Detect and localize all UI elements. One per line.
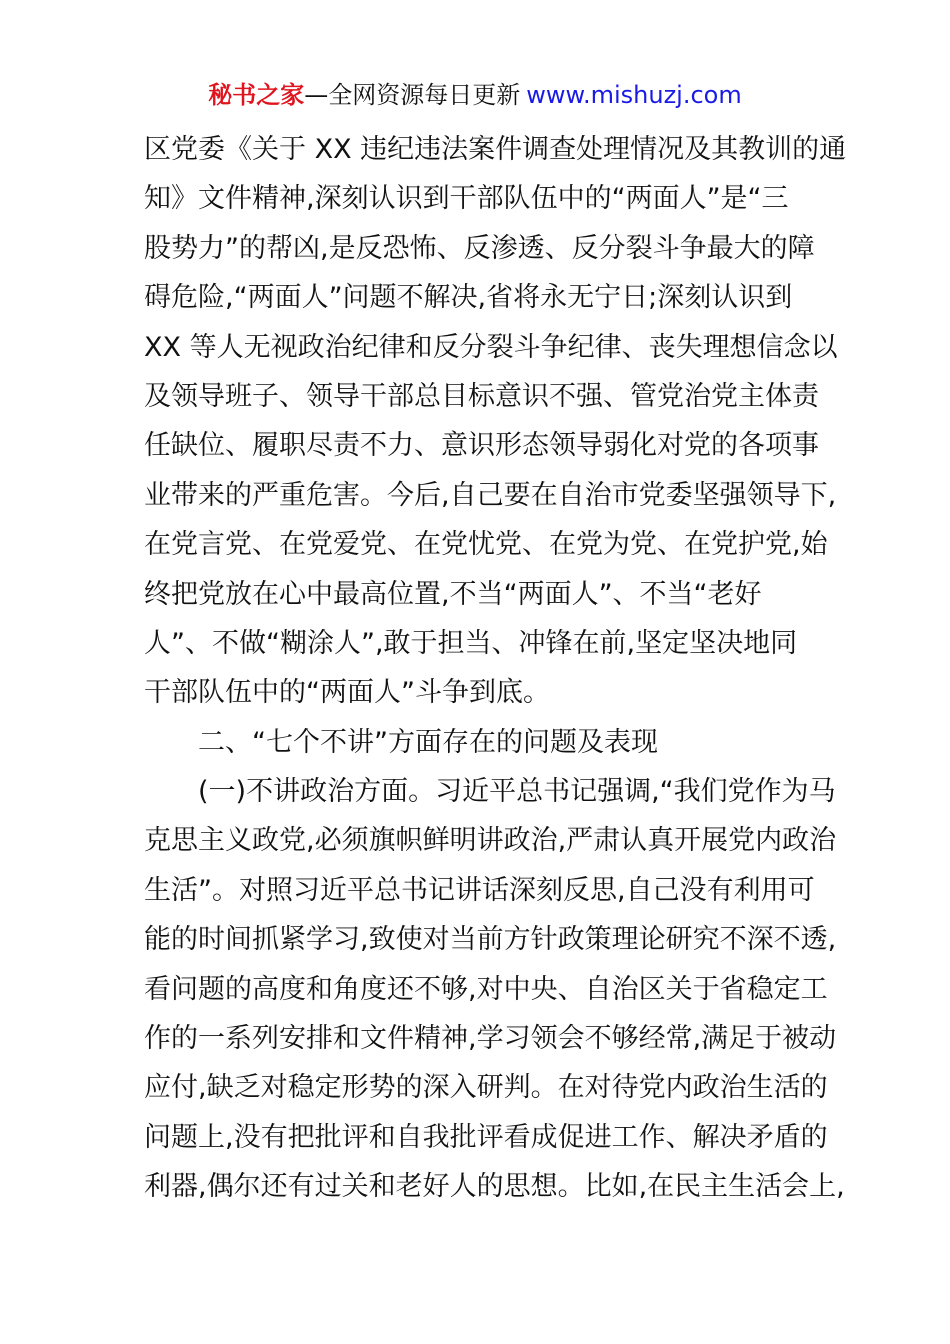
paragraph-first-line: (一)不讲政治方面。习近平总书记强调,“我们党作为马 [198,776,836,808]
text-line: 克思主义政党,必须旗帜鲜明讲政治,严肃认真开展党内政治 [144,825,837,857]
site-header [0,78,950,112]
text-line: 人”、不做“糊涂人”,敢于担当、冲锋在前,坚定坚决地同 [144,627,798,659]
site-tagline: —全网资源每日更新 [304,81,521,109]
text-line: 及领导班子、领导干部总目标意识不强、管党治党主体责 [144,380,819,412]
site-url-link[interactable]: www.mishuzj.com [526,81,742,109]
text-line: 干部队伍中的“两面人”斗争到底。 [144,677,550,709]
text-line: 碍危险,“两面人”问题不解决,省将永无宁日;深刻认识到 [144,282,793,314]
site-brand: 秘书之家 [208,81,305,109]
text-line: XX 等人无视政治纪律和反分裂斗争纪律、丧失理想信念以 [144,331,838,363]
text-line: 在党言党、在党爱党、在党忧党、在党为党、在党护党,始 [144,529,828,561]
text-line: 能的时间抓紧学习,致使对当前方针政策理论研究不深不透, [144,924,837,956]
text-line: 区党委《关于 XX 违纪违法案件调查处理情况及其教训的通 [144,134,847,165]
text-line: 生活”。对照习近平总书记讲话深刻反思,自己没有利用可 [144,874,815,906]
text-line: 知》文件精神,深刻认识到干部队伍中的“两面人”是“三 [144,183,789,215]
text-line: 作的一系列安排和文件精神,学习领会不够经常,满足于被动 [144,1023,837,1055]
text-line: 看问题的高度和角度还不够,对中央、自治区关于省稳定工 [144,973,828,1005]
text-line: 应付,缺乏对稳定形势的深入研判。在对待党内政治生活的 [144,1072,828,1104]
document-body [144,125,847,1212]
text-line: 业带来的严重危害。今后,自己要在自治市党委坚强领导下, [144,479,837,511]
text-line: 任缺位、履职尽责不力、意识形态领导弱化对党的各项事 [144,430,819,462]
section-heading: 二、“七个不讲”方面存在的问题及表现 [198,726,658,758]
text-line: 终把党放在心中最高位置,不当“两面人”、不当“老好 [144,578,762,610]
text-line: 利器,偶尔还有过关和老好人的思想。比如,在民主生活会上, [144,1171,845,1203]
text-line: 问题上,没有把批评和自我批评看成促进工作、解决矛盾的 [144,1121,828,1153]
text-line: 股势力”的帮凶,是反恐怖、反渗透、反分裂斗争最大的障 [144,232,815,264]
